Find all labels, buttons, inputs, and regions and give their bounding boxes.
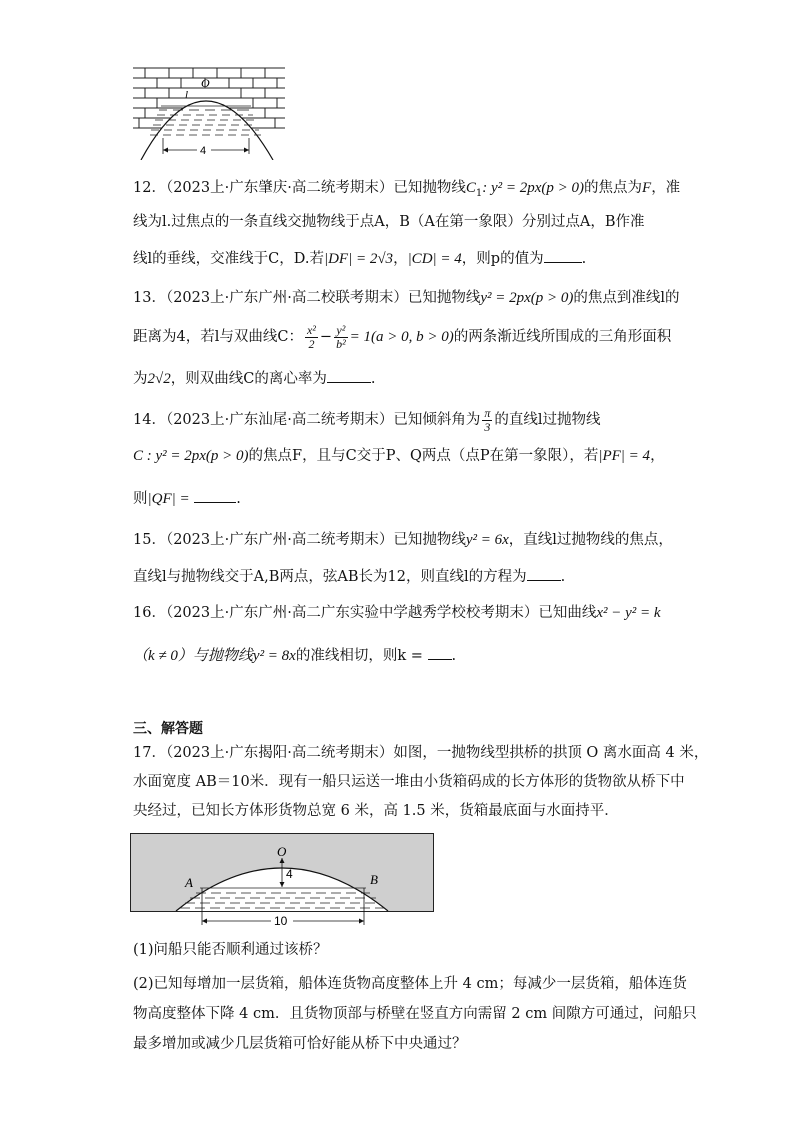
q13-minus: −: [319, 329, 333, 345]
q14-qf: |QF| =: [147, 491, 190, 507]
q12-curve-sub: 1: [475, 187, 483, 199]
q16-text-2c: .: [451, 648, 457, 664]
q14-text-1b: 的直线l过抛物线: [494, 412, 601, 428]
q13-number: 13．: [133, 290, 166, 306]
q14-text-3b: .: [236, 491, 241, 507]
q14-frac-num: π: [484, 405, 491, 420]
q17-text-1: 如图，一抛物线型拱桥的拱顶 O 离水面高 4 米，: [393, 745, 709, 761]
q13-line-1: [133, 288, 680, 308]
q16-line-2: [133, 645, 456, 666]
q12-line-3: [133, 248, 586, 269]
q15-text-2a: 直线l与抛物线交于A,B两点，弦AB长为12，则直线l的方程为: [133, 569, 527, 585]
q13-source: （2023上·广东广州·高二校联考期末）: [165, 290, 408, 306]
q13-line-3: [133, 368, 375, 389]
q14-line-1: [133, 405, 600, 435]
q15-answer-blank[interactable]: [527, 566, 561, 581]
q14-pf: |PF| = 4: [598, 448, 651, 464]
q16-text-2a: （k ≠ 0）与抛物线: [133, 648, 253, 664]
q12-text-3b: ，: [393, 251, 408, 267]
q12-line-1: [133, 178, 680, 204]
q14-text-1a: 已知倾斜角为: [393, 412, 481, 428]
label-l: l: [185, 89, 189, 101]
q13-line-2: [133, 322, 671, 352]
q15-number: 15．: [133, 532, 166, 548]
q17-source: （2023上·广东揭阳·高二统考期末）: [165, 745, 394, 761]
q16-equation: x² − y² = k: [596, 605, 661, 621]
q13-frac2-num: y²: [334, 324, 348, 338]
q17-part-2-line-3: 最多增加或减少几层货箱可恰好能从桥下中央通过？: [133, 1036, 467, 1052]
q13-equation: y² = 2px(p > 0): [480, 290, 574, 306]
q14-number: 14．: [133, 412, 166, 428]
q13-answer-blank[interactable]: [327, 368, 371, 383]
q13-frac1-num: x²: [306, 322, 316, 337]
q17-line-2: 水面宽度 AB＝10米．现有一船只运送一堆由小货箱码成的长方体形的货物欲从桥下中: [133, 774, 685, 790]
q17-number: 17．: [133, 745, 166, 761]
q12-line-2: 线为l.过焦点的一条直线交抛物线于点A，B（A在第一象限）分别过点A，B作准: [133, 214, 645, 230]
q13-frac1-den: 2: [308, 336, 315, 351]
label-width: 4: [200, 145, 207, 157]
q12-cd: |CD| = 4: [407, 251, 462, 267]
q16-line-1: [133, 603, 661, 623]
q17-part-2-line-2: 物高度整体下降 4 cm．且货物顶部与桥壁在竖直方向需留 2 cm 间隙方可通过，问船只: [133, 1006, 697, 1022]
q14-answer-blank[interactable]: [194, 488, 236, 503]
q16-equation-2: y² = 8x: [252, 648, 296, 664]
q17-line-3: 央经过，已知长方体形货物总宽 6 米，高 1.5 米，货箱最底面与水面持平．: [133, 803, 619, 819]
q15-text-1a: 已知抛物线: [393, 532, 466, 548]
q13-text-2c: 的两条渐近线所围成的三角形面积: [453, 329, 672, 345]
q13-fraction-1: [305, 324, 318, 351]
q17-part-2-line-1: (2)已知每增加一层货箱，船体连货物高度整体上升 4 cm；每减少一层货箱，船体连货: [133, 976, 687, 992]
q15-text-2b: .: [560, 569, 566, 585]
q15-equation: y² = 6x: [465, 532, 509, 548]
label-height: 4: [286, 867, 293, 881]
q17-line-1: [133, 743, 708, 763]
q14-source: （2023上·广东汕尾·高二统考期末）: [165, 412, 394, 428]
q13-text-3b: ，则双曲线C的离心率为: [170, 371, 327, 387]
q13-text-1a: 已知抛物线: [407, 290, 481, 306]
label-b: B: [370, 872, 378, 887]
q14-equation: C : y² = 2px(p > 0): [133, 448, 249, 464]
q12-text-1b: 的焦点为: [584, 180, 643, 196]
q14-text-3a: 则: [133, 491, 148, 507]
label-width: 10: [274, 914, 288, 928]
q14-text-2c: ，: [650, 448, 665, 464]
label-o: O: [201, 76, 210, 90]
q13-text-1b: 的焦点到准线l的: [573, 290, 680, 306]
q14-line-2: [133, 446, 665, 466]
q16-answer-blank[interactable]: [428, 645, 452, 660]
q14-angle-fraction: [482, 407, 492, 434]
q12-equation: : y² = 2px(p > 0): [482, 180, 585, 196]
q13-fraction-2: [334, 324, 348, 351]
q15-source: （2023上·广东广州·高二统考期末）: [165, 532, 394, 548]
q14-text-2b: 的焦点F，且与C交于P、Q两点（点P在第一象限），若: [248, 448, 599, 464]
q12-text-1c: ，准: [651, 180, 681, 196]
q15-line-1: [133, 530, 673, 550]
q12-df: |DF| = 2√3: [323, 251, 394, 267]
q15-text-1b: ，直线l过抛物线的焦点，: [508, 532, 673, 548]
q12-text-3a: 线l的垂线，交准线于C，D.若: [133, 251, 324, 267]
q13-frac2-den: b²: [336, 336, 346, 351]
q13-text-2a: 距离为4，若l与双曲线C：: [133, 329, 303, 345]
q14-line-3: [133, 488, 241, 509]
q13-text-3c: .: [370, 371, 376, 387]
q16-source: （2023上·广东广州·高二广东实验中学越秀学校校考期末）: [165, 605, 539, 621]
q13-hyperbola-rest: = 1(a > 0, b > 0): [349, 329, 454, 345]
q15-line-2: [133, 566, 565, 587]
q16-text-2b: 的准线相切，则k =: [295, 648, 423, 664]
section-heading: 三、解答题: [133, 721, 203, 737]
q12-curve: C: [465, 180, 476, 196]
q12-focus: F: [642, 180, 652, 196]
q16-text-1a: 已知曲线: [538, 605, 597, 621]
q16-number: 16．: [133, 605, 166, 621]
q17-part-1: (1)问船只能否顺利通过该桥？: [133, 942, 328, 958]
q12-text-3c: ，则p的值为: [461, 251, 544, 267]
q14-frac-den: 3: [484, 419, 491, 434]
label-o: O: [277, 844, 287, 859]
q12-answer-blank[interactable]: [544, 248, 582, 263]
q12-text-1a: 已知抛物线: [393, 180, 466, 196]
bridge-figure-2: [130, 833, 434, 929]
bridge-figure-1: [133, 64, 285, 160]
q13-area: 2√2: [147, 371, 171, 387]
label-a: A: [185, 875, 193, 890]
q12-source: （2023上·广东肇庆·高二统考期末）: [165, 180, 394, 196]
q12-text-3d: .: [581, 251, 587, 267]
q12-number: 12．: [133, 180, 166, 196]
q13-text-3a: 为: [133, 371, 148, 387]
